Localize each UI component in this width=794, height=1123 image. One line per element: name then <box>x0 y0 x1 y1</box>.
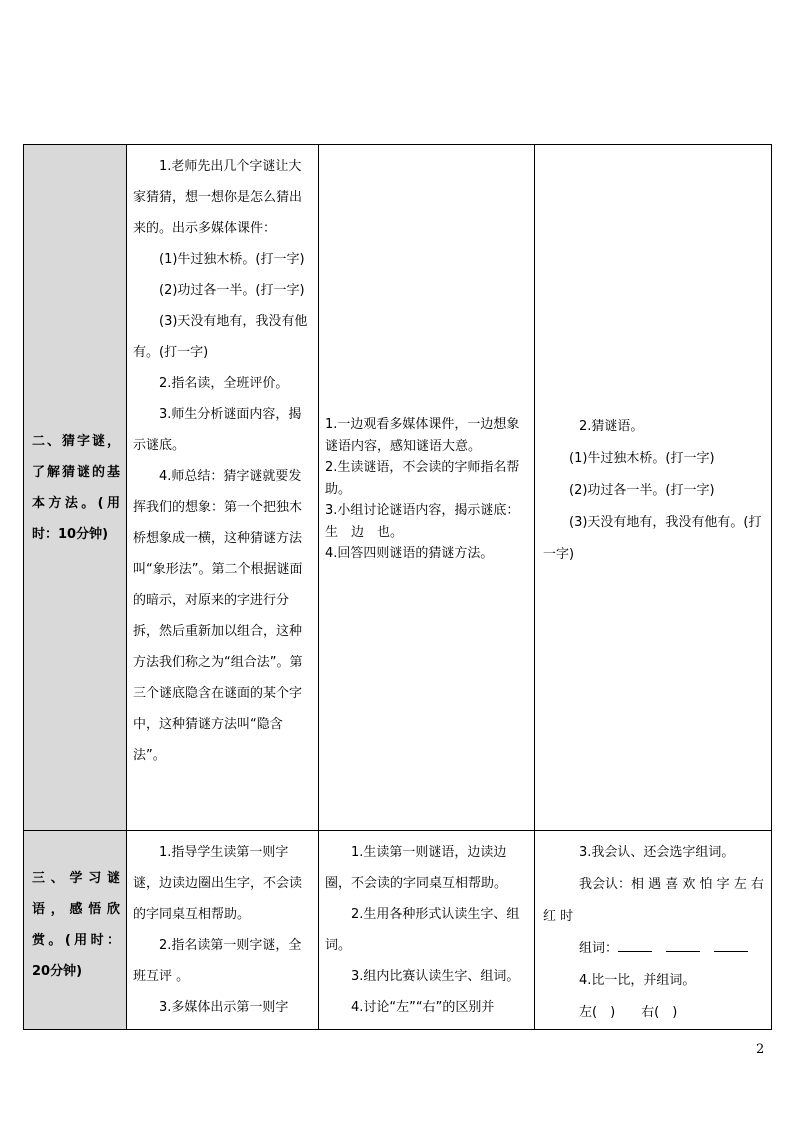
practice-cell <box>535 831 772 1030</box>
teacher-step: 2.指名读，全班评价。 <box>159 376 289 391</box>
stage-cell <box>24 831 127 1030</box>
practice-item: (1)牛过独木桥。(打一字) <box>569 450 715 466</box>
practice-item: 3.我会认、还会选字组词。 <box>579 845 735 860</box>
teacher-step: 4.师总结：猜字谜就要发挥我们的想象：第一个把独木桥想象成一横，这种猜谜方法叫“象形法”。第二个根据谜面的暗示，对原来的字进行分拆，然后重新加以组合，这种方法我们称之为“组合法”。第三个谜底隐含在谜面的某个字中，这种猜谜方法叫“隐含法”。 <box>133 469 303 763</box>
student-step: 2.生用各种形式认读生字、组词。 <box>325 907 520 953</box>
practice-item: (2)功过各一半。(打一字) <box>569 482 715 498</box>
student-step: 4.讨论“左”“右”的区别并 <box>351 1000 495 1015</box>
practice-cell <box>535 145 772 831</box>
fill-in-blank[interactable] <box>714 937 748 952</box>
practice-item: 2.猜谜语。 <box>579 418 644 434</box>
student-step: 4.回答四则谜语的猜谜方法。 <box>325 546 494 562</box>
teacher-step: 2.指名读第一则字谜，全班互评 。 <box>133 938 302 984</box>
teacher-activity-cell <box>127 831 319 1030</box>
student-step: 3.小组讨论谜语内容，揭示谜底：生 边 也。 <box>325 503 520 540</box>
practice-item <box>543 933 767 965</box>
teacher-riddle: (1)牛过独木桥。(打一字) <box>159 252 305 267</box>
practice-item: (3)天没有地有，我没有他有。(打一字) <box>543 514 762 562</box>
teacher-riddle: (2)功过各一半。(打一字) <box>159 283 305 298</box>
practice-item: 4.比一比，并组词。 <box>579 973 696 988</box>
stage-label: 三、学习谜语，感悟欣赏。(用时：20分钟) <box>32 871 120 979</box>
student-activity-cell <box>319 831 535 1030</box>
teacher-step: 3.师生分析谜面内容，揭示谜底。 <box>133 407 302 453</box>
stage-cell <box>24 145 127 831</box>
student-step: 1.生读第一则谜语，边读边圈，不会读的字同桌互相帮助。 <box>325 845 508 891</box>
student-step: 3.组内比赛认读生字、组词。 <box>351 969 520 984</box>
teacher-step: 1.指导学生读第一则字谜，边读边圈出生字，不会读的字同桌互相帮助。 <box>133 845 303 922</box>
table-row <box>24 831 772 1030</box>
fill-in-blank[interactable] <box>666 937 700 952</box>
page-number: 2 <box>756 1042 765 1057</box>
practice-item: 我会认：相 遇 喜 欢 怕 字 左 右 红 时 <box>543 877 764 924</box>
student-step: 1.一边观看多媒体课件，一边想象谜语内容，感知谜语大意。 <box>325 417 520 454</box>
fill-in-blank[interactable] <box>618 937 652 952</box>
student-activity-cell <box>319 145 535 831</box>
teacher-step: 1.老师先出几个字谜让大家猜猜，想一想你是怎么猜出来的。出示多媒体课件： <box>133 159 303 236</box>
teacher-step: 3.多媒体出示第一则字 <box>159 1000 289 1015</box>
student-step: 2.生读谜语，不会读的字师指名帮助。 <box>325 460 520 497</box>
table-row <box>24 145 772 831</box>
practice-item: 左( ) 右( ) <box>579 1005 678 1020</box>
teacher-activity-cell <box>127 145 319 831</box>
stage-label: 二、猜字谜，了解猜谜的基本方法。(用时：10分钟) <box>32 433 120 542</box>
practice-item-label: 组词： <box>579 941 619 956</box>
teacher-riddle: (3)天没有地有，我没有他有。(打一字) <box>133 314 308 360</box>
lesson-plan-table <box>23 144 772 1030</box>
